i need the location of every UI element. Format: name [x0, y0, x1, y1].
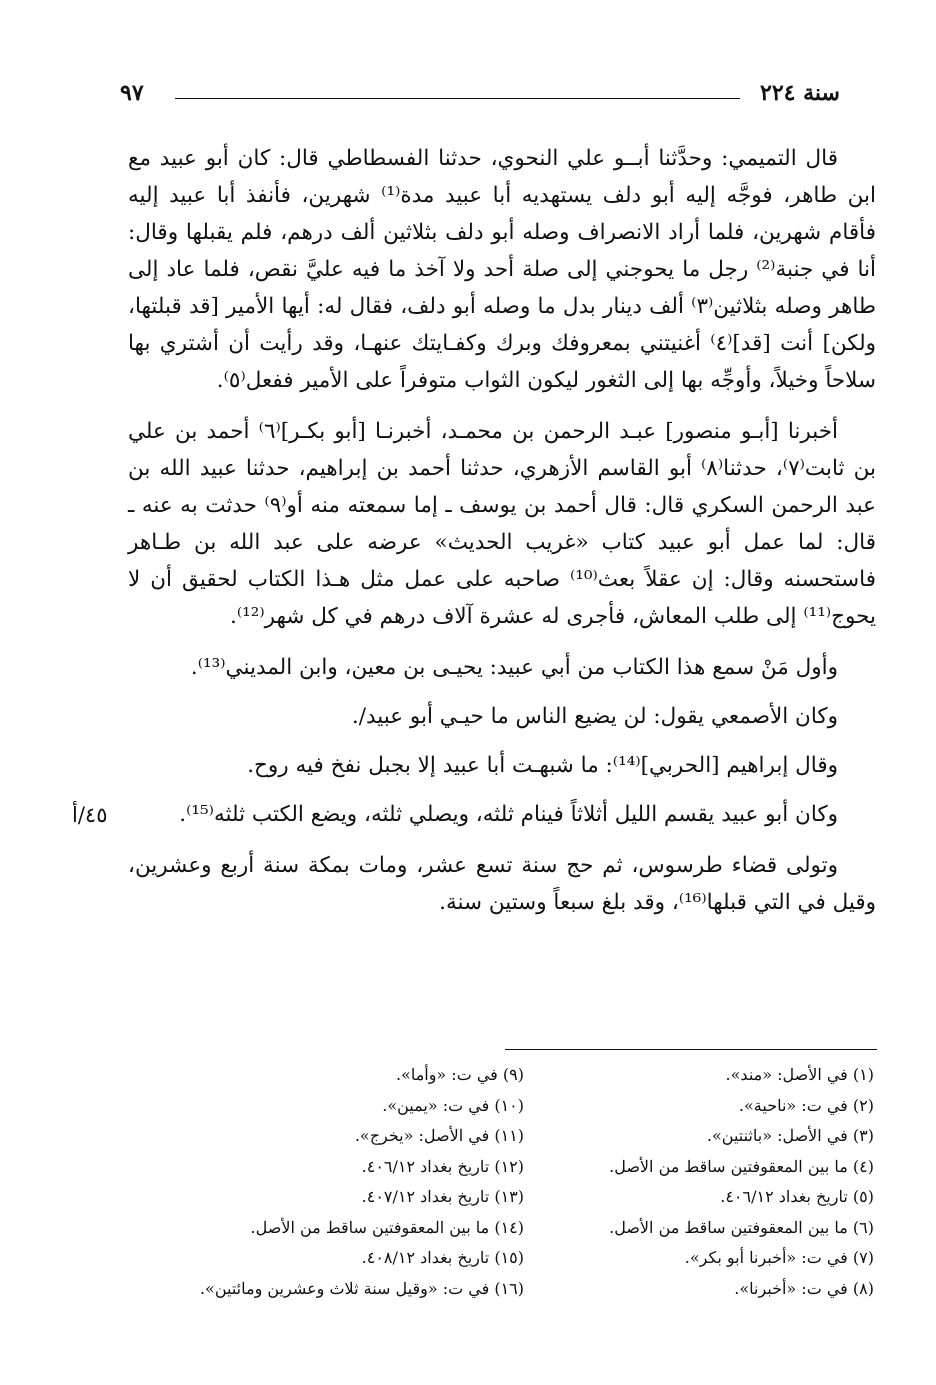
footnote: (١٢) تاريخ بغداد ٤٠٦/١٢. — [361, 1156, 524, 1176]
footnote: (١) في الأصل: «مند». — [725, 1065, 874, 1084]
manuscript-folio-note: ٤٥/أ — [72, 803, 108, 827]
footnote: (٦) ما بين المعقوفتين ساقط من الأصل. — [609, 1217, 874, 1237]
footnote: (٢) في ت: «ناحية». — [738, 1095, 874, 1115]
page-number: ٩٧ — [120, 80, 144, 106]
running-header — [120, 76, 840, 116]
paragraph: أخبرنا [أبـو منصور] عبـد الرحمن بن محمـد، أخبرنـا [أبو بكـر]⁽٦⁾ أحمد بن علي بن ثابت⁽٧⁾، حدثنا⁽٨⁾ أبو القاسم الأزهري، حدثنا أحمد بن إبراهيم، حدثنا عبيد الله بن عبد الرحمن السكري قال: قال أحمد بن يوسف ـ إما سمعته منه أو⁽٩⁾ حدثت به عنه ـ قال: لما عمل أبو عبيد كتاب «غريب الحديث» عرضه على عبد الله بن طـاهر فاستحسنه وقال: إن عقلاً بعث⁽¹⁰⁾ صاحبه على عمل مثل هـذا الكتاب لحقيق أن لا يحوج⁽¹¹⁾ إلى طلب المعاش، فأجرى له عشرة آلاف درهم في كل شهر⁽¹²⁾. — [128, 419, 876, 629]
footnote: (٥) تاريخ بغداد ٤٠٦/١٢. — [720, 1187, 874, 1206]
footnote: (٧) في ت: «أخبرنا أبو بكر». — [684, 1248, 874, 1267]
footnote: (١٦) في ت: «وقيل سنة ثلاث وعشرين ومائتين». — [199, 1278, 524, 1298]
footnote: (١٥) تاريخ بغداد ٤٠٨/١٢. — [361, 1248, 524, 1267]
footnote: (١١) في الأصل: «يخرج». — [354, 1126, 524, 1145]
footnote: (١٣) تاريخ بغداد ٤٠٧/١٢. — [361, 1187, 524, 1206]
paragraph: وقال إبراهيم [الحربي]⁽¹⁴⁾: ما شبهـت أبا عبيد إلا بجبل نفخ فيه روح. — [247, 753, 838, 778]
footnote: (١٤) ما بين المعقوفتين ساقط من الأصل. — [250, 1217, 524, 1237]
main-text — [128, 140, 876, 921]
footnote: (٤) ما بين المعقوفتين ساقط من الأصل. — [609, 1156, 874, 1176]
paragraph: قال التميمي: وحدَّثنا أبــو علي النحوي، حدثنا الفسطاطي قال: كان أبو عبيد مع ابن طاهر، فوجَّه إليه أبو دلف يستهديه أبا عبيد مدة⁽¹⁾ شهرين، فأنفذ أبا عبيد إليه فأقام شهرين، فلما أراد الانصراف وصله أبو دلف بثلاثين ألف درهم، فلم يقبلها وقال: أنا في جنبة⁽²⁾ رجل ما يحوجني إلى صلة أحد ولا آخذ ما فيه عليَّ نقص، فلما عاد إلى طاهر وصله بثلاثين⁽٣⁾ ألف دينار بدل ما وصله أبو دلف، فقال له: أيها الأمير [قد قبلتها، ولكن] أنت [قد]⁽٤⁾ أغنيتني بمعروفك وبرك وكفـايتك عنهـا، وقد رأيت أن أشتري بها سلاحاً وخيلاً، وأوجِّه بها إلى الثغور ليكون الثواب متوفراً على الأمير ففعل⁽٥⁾. — [128, 146, 877, 393]
paragraph: وأول مَنْ سمع هذا الكتاب من أبي عبيد: يحيـى بن معين، وابن المديني⁽¹³⁾. — [190, 655, 838, 680]
footnotes-right-column — [544, 1060, 874, 1304]
footnotes-left-column — [164, 1060, 524, 1304]
header-rule — [175, 98, 740, 99]
footnote: (٨) في ت: «أخبرنا». — [734, 1278, 874, 1298]
paragraph: وتولى قضاء طرسوس، ثم حج سنة تسع عشر، ومات بمكة سنة أربع وعشرين، وقيل في التي قبلها⁽¹⁶⁾، وقد بلغ سبعاً وستين سنة. — [128, 853, 876, 915]
header-year: سنة ٢٢٤ — [760, 80, 840, 106]
footnote-rule — [505, 1049, 877, 1050]
footnote: (٣) في الأصل: «باثنتين». — [706, 1126, 874, 1145]
paragraph: وكان الأصمعي يقول: لن يضيع الناس ما حيـي أبو عبيد/. — [351, 704, 838, 729]
footnote: (١٠) في ت: «يمين». — [382, 1095, 524, 1115]
footnote: (٩) في ت: «وأما». — [395, 1065, 524, 1084]
paragraph: وكان أبو عبيد يقسم الليل أثلاثاً فينام ثلثه، ويصلي ثلثه، ويضع الكتب ثلثه⁽¹⁵⁾. — [179, 802, 838, 827]
